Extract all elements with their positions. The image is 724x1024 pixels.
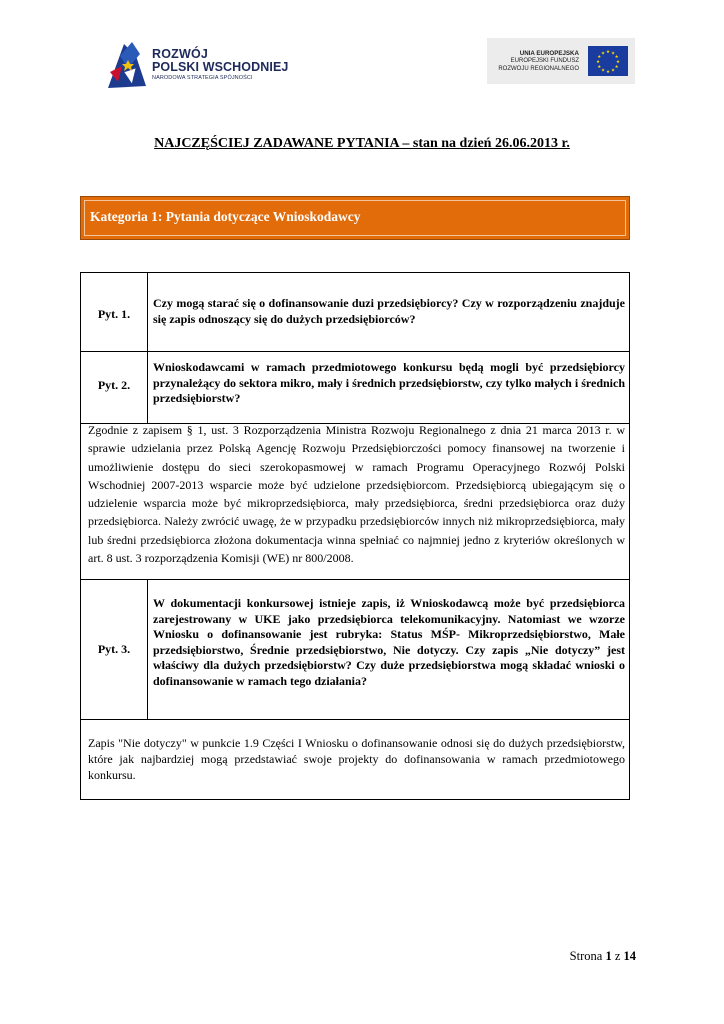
question-label: Pyt. 1. xyxy=(97,307,131,321)
eu-logo-line-2: EUROPEJSKI FUNDUSZ xyxy=(510,58,579,64)
svg-text:★: ★ xyxy=(600,51,606,57)
page-title: NAJCZĘŚCIEJ ZADAWANE PYTANIA – stan na dzień 26.06.2013 r. xyxy=(154,136,570,151)
svg-text:★: ★ xyxy=(597,65,602,70)
question-text: W dokumentacji konkursowej istnieje zapis, iż Wnioskodawcą może być przedsiębiorca zarejestrowany w UKE jako przedsiębiorca telekomunikacyjny. Natomiast we wzorze Wniosku o dofinansowanie jest rubryka: Status MŚP- Mikroprzedsiębiorstwo, Małe przedsiębiorstwo, Średnie przedsiębiorstwo, Nie dotyczy. Czy zapis „Nie dotyczy” jest właściwy dla dużych przedsiębiorstw? Czy duże przedsiębiorstwa mogą składać wnioski o dofinansowanie w ramach tego działania? xyxy=(153,596,625,688)
svg-text:★: ★ xyxy=(614,55,619,60)
eu-flag-icon xyxy=(588,46,628,76)
eu-logo xyxy=(487,38,635,84)
category-header xyxy=(80,196,630,240)
svg-text:★: ★ xyxy=(595,60,601,65)
question-text: Wnioskodawcami w ramach przedmiotowego konkursu będą mogli być przedsiębiorcy przynależący do sektora mikro, mały i średnich przedsiębiorstw, czy tylko małych i średnich przedsiębiorstw? xyxy=(153,360,625,405)
svg-text:★: ★ xyxy=(605,70,611,75)
logo-emblem-icon xyxy=(106,38,150,90)
svg-text:★: ★ xyxy=(597,55,602,60)
logo-line-2: POLSKI WSCHODNIEJ xyxy=(152,60,289,74)
answer-text: Zgodnie z zapisem § 1, ust. 3 Rozporządzenia Ministra Rozwoju Regionalnego z dnia 21 marca 2013 r. w sprawie udzielania przez Polską Agencję Rozwoju Przedsiębiorczości pomocy finansowej na tworzenie i umożliwienie dostępu do sieci szerokopasmowej w ramach Programu Operacyjnego Rozwój Polski Wschodniej 2007-2013 wsparcie może być udzielone przedsiębiorcom. Przedsiębiorcą ubiegającym się o udzielenie wsparcia może być mikroprzedsiębiorca, mały przedsiębiorca, średni przedsiębiorca oraz duży przedsiębiorca. Należy zwrócić uwagę, że w przypadku przedsiębiorców innych niż mikroprzedsiębiorca, mały lub średni przedsiębiorca złożona dokumentacja winna spełniać co najmniej jedno z kryteriów określonych w art. 8 ust. 3 rozporządzenia Komisji (WE) nr 800/2008. xyxy=(88,423,625,566)
svg-text:★: ★ xyxy=(615,60,621,65)
logo-line-1: ROZWÓJ xyxy=(152,47,209,61)
question-label: Pyt. 2. xyxy=(97,378,131,392)
page-number xyxy=(570,949,636,964)
page-number-sep: z xyxy=(614,949,621,963)
eu-logo-line-3: ROZWOJU REGIONALNEGO xyxy=(498,65,579,72)
page-number-current: 1 xyxy=(605,949,612,963)
svg-text:★: ★ xyxy=(605,50,611,55)
question-text: Czy mogą starać się o dofinansowanie duzi przedsiębiorcy? Czy w rozporządzeniu znajduje się zapis odnoszący się do dużych przedsiębiorców? xyxy=(153,296,625,326)
page-number-total: 14 xyxy=(623,949,636,963)
svg-text:★: ★ xyxy=(614,65,619,70)
logo-line-3: NARODOWA STRATEGIA SPÓJNOŚCI xyxy=(152,75,253,81)
svg-text:★: ★ xyxy=(610,51,616,57)
qa-table xyxy=(80,272,630,800)
svg-text:★: ★ xyxy=(600,68,606,74)
page-number-prefix: Strona xyxy=(569,949,603,963)
svg-text:★: ★ xyxy=(610,68,616,74)
question-label: Pyt. 3. xyxy=(97,642,131,656)
eu-logo-line-1: UNIA EUROPEJSKA xyxy=(519,50,579,57)
answer-text: Zapis "Nie dotyczy" w punkcie 1.9 Części I Wniosku o dofinansowanie odnosi się do dużych przedsiębiorstw, które jak najbardziej mogą przedstawiać swoje projekty do dofinansowania w ramach przedmiotowego konkursu. xyxy=(88,736,625,782)
category-title: Kategoria 1: Pytania dotyczące Wnioskodawcy xyxy=(90,209,361,224)
rozwoj-polski-wschodniej-logo xyxy=(106,38,306,94)
